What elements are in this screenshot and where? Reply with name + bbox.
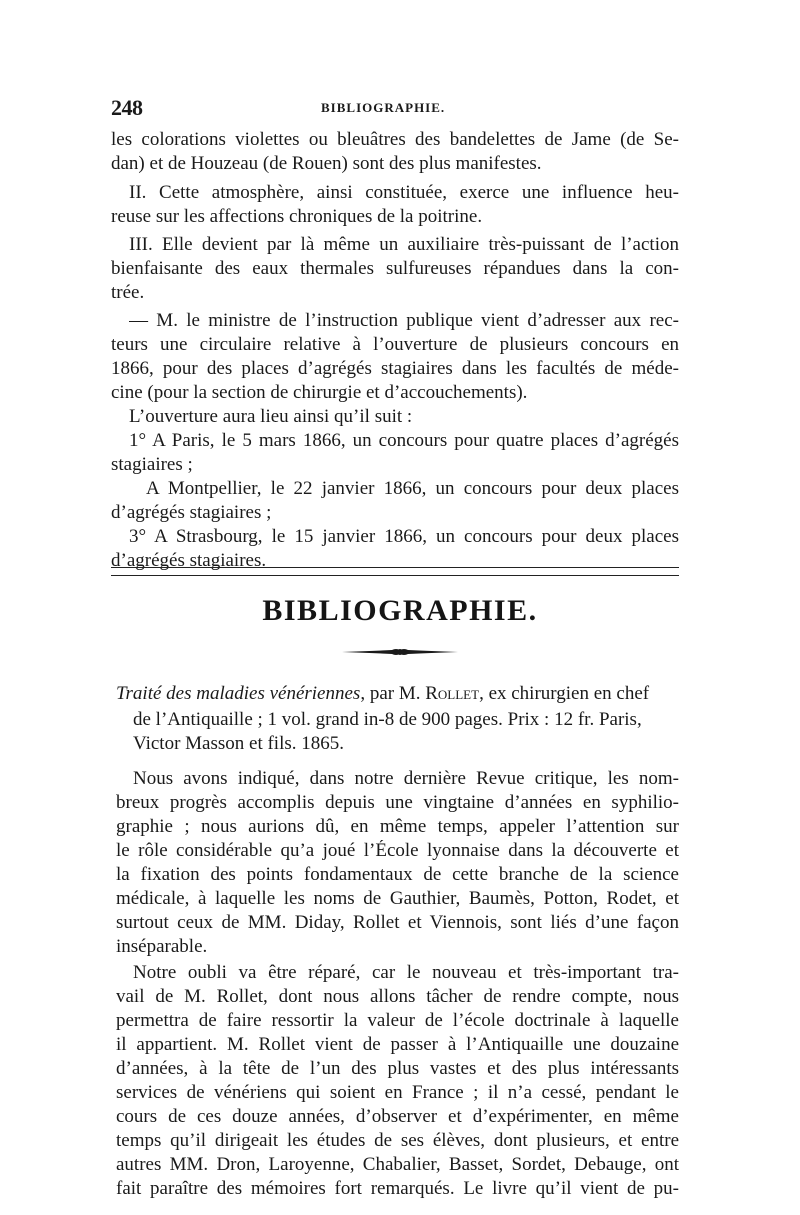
text-line: le rôle considérable qu’a joué l’École lyonnaise dans la découverte et bbox=[116, 840, 679, 861]
text-line: trée. bbox=[111, 282, 145, 303]
section-divider-rule bbox=[111, 567, 679, 576]
text-line: d’agrégés stagiaires. bbox=[111, 550, 267, 571]
text-line: reuse sur les affections chroniques de la poitrine. bbox=[111, 206, 483, 227]
text-line: permettra de faire ressortir la valeur de l’école doctrinale à laquelle bbox=[116, 1010, 679, 1031]
text-line: Notre oubli va être réparé, car le nouveau et très-important tra- bbox=[133, 962, 679, 983]
text-line: teurs une circulaire relative à l’ouverture de plusieurs concours en bbox=[111, 334, 679, 355]
citation-author: Rollet bbox=[425, 683, 480, 704]
page-header bbox=[111, 95, 681, 121]
text-line: 1866, pour des places d’agrégés stagiaires dans les facultés de méde- bbox=[111, 358, 679, 379]
text-line: cine (pour la section de chirurgie et d’accouchements). bbox=[111, 382, 528, 403]
citation-text: , par M. bbox=[360, 683, 426, 704]
ornament-flourish-icon bbox=[340, 646, 460, 658]
text-line: II. Cette atmosphère, ainsi constituée, exerce une influence heu- bbox=[129, 182, 679, 203]
text-line: la fixation des points fondamentaux de cette branche de la science bbox=[116, 864, 679, 885]
text-line: les colorations violettes ou bleuâtres des bandelettes de Jame (de Se- bbox=[111, 129, 679, 150]
text-line: surtout ceux de MM. Diday, Rollet et Viennois, sont liés d’une façon bbox=[116, 912, 679, 933]
text-line: A Montpellier, le 22 janvier 1866, un concours pour deux places bbox=[146, 478, 679, 499]
text-line: — M. le ministre de l’instruction publique vient d’adresser aux rec- bbox=[129, 310, 679, 331]
text-line: autres MM. Dron, Laroyenne, Chabalier, Basset, Sordet, Debauge, ont bbox=[116, 1154, 679, 1175]
citation-title: Traité des maladies vénériennes bbox=[116, 683, 361, 704]
section-title: BIBLIOGRAPHIE. bbox=[262, 594, 538, 627]
running-head: BIBLIOGRAPHIE. bbox=[321, 100, 446, 115]
text-line: il appartient. M. Rollet vient de passer à l’Antiquaille une douzaine bbox=[116, 1034, 679, 1055]
text-line: bienfaisante des eaux thermales sulfureuses répandues dans la con- bbox=[111, 258, 679, 279]
text-line: inséparable. bbox=[116, 936, 208, 957]
citation-line: de l’Antiquaille ; 1 vol. grand in-8 de 900 pages. Prix : 12 fr. Paris, bbox=[133, 709, 642, 730]
citation-line bbox=[116, 683, 649, 705]
text-line: vail de M. Rollet, dont nous allons tâcher de rendre compte, nous bbox=[116, 986, 679, 1007]
page-number: 248 bbox=[111, 95, 143, 120]
text-line: stagiaires ; bbox=[111, 454, 193, 475]
text-line: services de vénériens qui soient en France ; il n’a cessé, pendant le bbox=[116, 1082, 679, 1103]
text-line: dan) et de Houzeau (de Rouen) sont des plus manifestes. bbox=[111, 153, 542, 174]
citation-text: , ex chirurgien en chef bbox=[479, 683, 650, 704]
text-line: 1° A Paris, le 5 mars 1866, un concours pour quatre places d’agrégés bbox=[129, 430, 679, 451]
text-line: 3° A Strasbourg, le 15 janvier 1866, un concours pour deux places bbox=[129, 526, 679, 547]
text-line: L’ouverture aura lieu ainsi qu’il suit : bbox=[129, 406, 413, 427]
text-line: breux progrès accomplis depuis une vingtaine d’années en syphilio- bbox=[116, 792, 679, 813]
text-line: médicale, à laquelle les noms de Gauthier, Baumès, Potton, Rodet, et bbox=[116, 888, 679, 909]
text-line: graphie ; nous aurions dû, en même temps, appeler l’attention sur bbox=[116, 816, 679, 837]
text-line: cours de ces douze années, d’observer et d’expérimenter, en même bbox=[116, 1106, 679, 1127]
text-line: temps qu’il dirigeait les études de ses élèves, dont plusieurs, et entre bbox=[116, 1130, 679, 1151]
text-line: d’agrégés stagiaires ; bbox=[111, 502, 272, 523]
text-line: Nous avons indiqué, dans notre dernière Revue critique, les nom- bbox=[133, 768, 679, 789]
text-line: d’années, à la tête de l’un des plus vastes et des plus intéressants bbox=[116, 1058, 679, 1079]
text-line: III. Elle devient par là même un auxiliaire très-puissant de l’action bbox=[129, 234, 679, 255]
text-line: fait paraître des mémoires fort remarqués. Le livre qu’il vient de pu- bbox=[116, 1178, 679, 1199]
citation-line: Victor Masson et fils. 1865. bbox=[133, 733, 345, 754]
